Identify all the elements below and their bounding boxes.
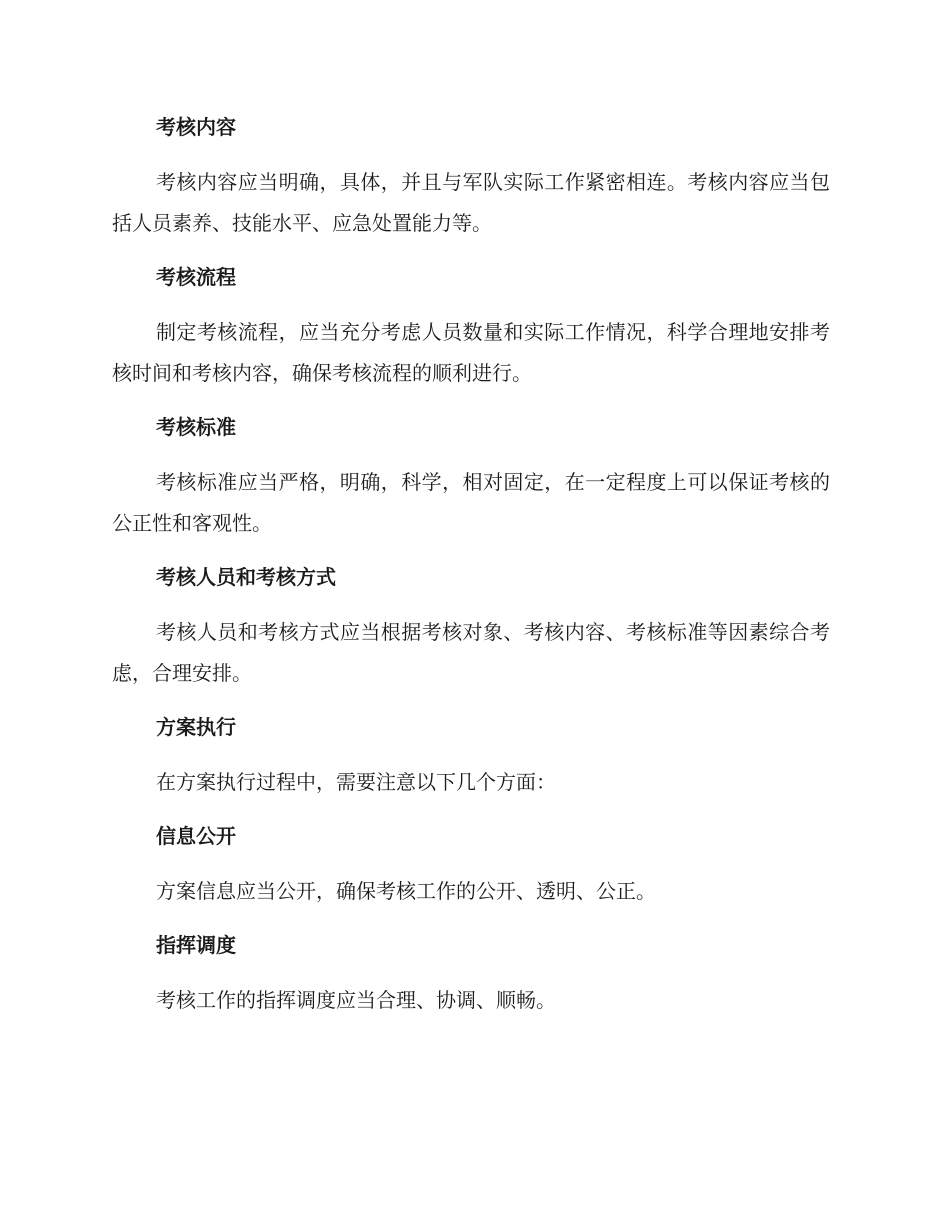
section-plan-execution (112, 708, 830, 803)
section-command-dispatch (112, 926, 830, 1021)
section-assessment-process (112, 258, 830, 394)
section-paragraph: 制定考核流程，应当充分考虑人员数量和实际工作情况，科学合理地安排考核时间和考核内容，确保考核流程的顺利进行。 (112, 320, 830, 385)
section-paragraph: 方案信息应当公开，确保考核工作的公开、透明、公正。 (156, 879, 656, 903)
section-paragraph: 在方案执行过程中，需要注意以下几个方面： (156, 770, 556, 794)
section-heading: 考核人员和考核方式 (156, 565, 336, 589)
section-assessment-standard (112, 408, 830, 544)
section-heading: 考核流程 (156, 265, 236, 289)
section-information-disclosure (112, 817, 830, 912)
section-heading: 指挥调度 (156, 933, 236, 957)
section-paragraph: 考核工作的指挥调度应当合理、协调、顺畅。 (156, 988, 556, 1012)
section-assessment-content (112, 108, 830, 244)
section-heading: 方案执行 (156, 715, 236, 739)
section-heading: 考核标准 (156, 415, 236, 439)
section-heading: 信息公开 (156, 824, 236, 848)
section-paragraph: 考核人员和考核方式应当根据考核对象、考核内容、考核标准等因素综合考虑，合理安排。 (112, 620, 830, 685)
section-paragraph: 考核标准应当严格，明确，科学，相对固定，在一定程度上可以保证考核的公正性和客观性。 (112, 470, 830, 535)
section-heading: 考核内容 (156, 115, 236, 139)
section-paragraph: 考核内容应当明确，具体，并且与军队实际工作紧密相连。考核内容应当包括人员素养、技能水平、应急处置能力等。 (112, 170, 830, 235)
section-assessors-and-methods (112, 558, 830, 694)
